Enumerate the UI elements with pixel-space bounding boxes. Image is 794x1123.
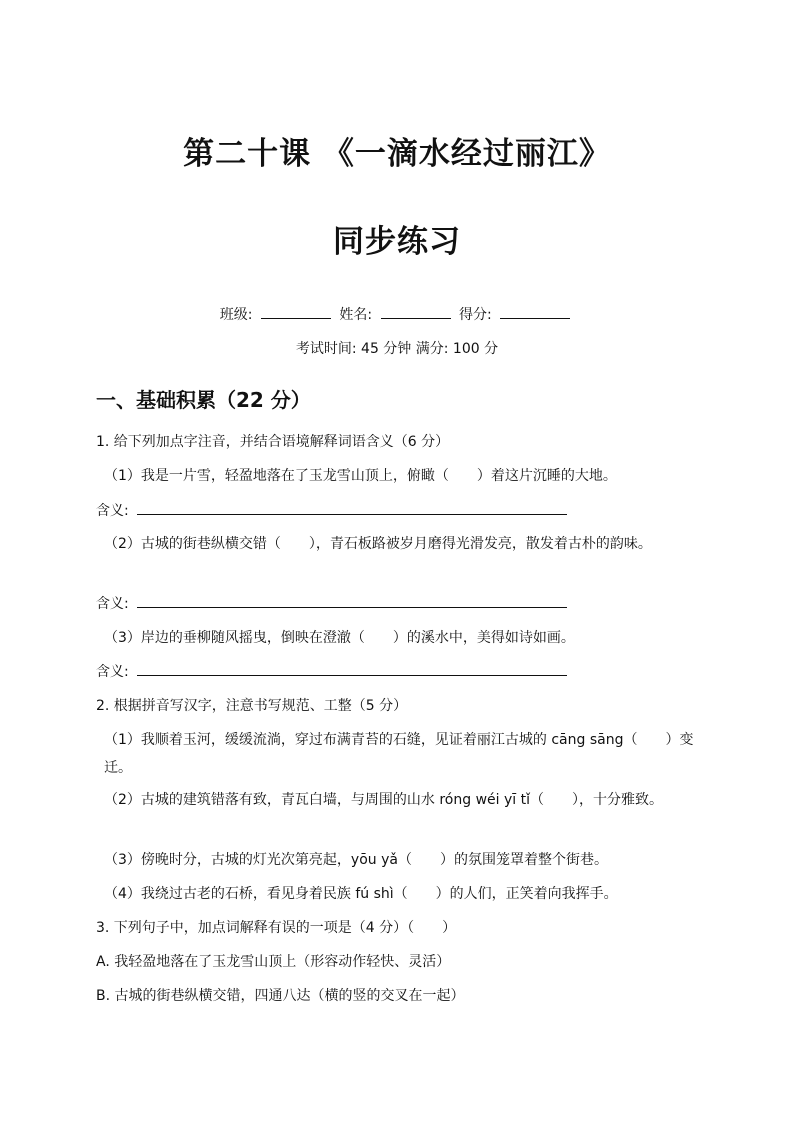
- class-label: 班级:: [219, 307, 253, 323]
- section-heading-basics: 一、基础积累（22 分）: [96, 388, 311, 412]
- exam-time-line: 考试时间: 45 分钟 满分: 100 分: [295, 341, 499, 357]
- question-2-item-2: （2）古城的建筑错落有致，青瓦白墙，与周围的山水 róng wéi yī tǐ（ ），十分雅致。: [104, 792, 663, 808]
- question-2-item-1: （1）我顺着玉河，缓缓流淌，穿过布满青苔的石缝，见证着丽江古城的 cāng sāng（ ）变迁。: [104, 732, 694, 776]
- meaning-label: 含义:: [96, 664, 129, 680]
- document-title: 第二十课 《一滴水经过丽江》: [183, 136, 611, 172]
- question-2-stem: 2. 根据拼音写汉字，注意书写规范、工整（5 分）: [96, 698, 408, 714]
- question-1-stem: 1. 给下列加点字注音，并结合语境解释词语含义（6 分）: [96, 434, 450, 450]
- document-subtitle: 同步练习: [333, 224, 461, 260]
- question-1-item-1: （1）我是一片雪，轻盈地落在了玉龙雪山顶上，俯瞰（ ）着这片沉睡的大地。: [104, 468, 617, 484]
- name-blank[interactable]: [381, 305, 451, 319]
- question-1-item-3: （3）岸边的垂柳随风摇曳，倒映在澄澈（ ）的溪水中，美得如诗如画。: [104, 630, 575, 646]
- meaning-blank[interactable]: [137, 500, 567, 515]
- meaning-line-3: [96, 658, 708, 686]
- question-3-option-a: A. 我轻盈地落在了玉龙雪山顶上（形容动作轻快、灵活）: [96, 954, 451, 970]
- question-1-item-2: （2）古城的街巷纵横交错（ ），青石板路被岁月磨得光滑发亮，散发着古朴的韵味。: [104, 536, 652, 552]
- score-label: 得分:: [459, 307, 492, 323]
- name-label: 姓名:: [339, 307, 373, 323]
- question-3-stem: 3. 下列句子中，加点词解释有误的一项是（4 分）（ ）: [96, 920, 457, 936]
- meaning-label: 含义:: [96, 596, 129, 612]
- meaning-line-2: [96, 590, 708, 618]
- question-3-option-b: B. 古城的街巷纵横交错，四通八达（横的竖的交叉在一起）: [96, 988, 465, 1004]
- class-blank[interactable]: [261, 305, 331, 319]
- meaning-label: 含义:: [96, 503, 129, 519]
- meaning-blank[interactable]: [137, 661, 567, 676]
- student-info-line: [0, 304, 794, 324]
- score-blank[interactable]: [500, 305, 570, 319]
- question-2-item-4: （4）我绕过古老的石桥，看见身着民族 fú shì（ ）的人们，正笑着向我挥手。: [104, 886, 618, 902]
- meaning-blank[interactable]: [137, 593, 567, 608]
- meaning-line-1: [96, 497, 708, 525]
- question-2-item-3: （3）傍晚时分，古城的灯光次第亮起，yōu yǎ（ ）的氛围笼罩着整个街巷。: [104, 852, 608, 868]
